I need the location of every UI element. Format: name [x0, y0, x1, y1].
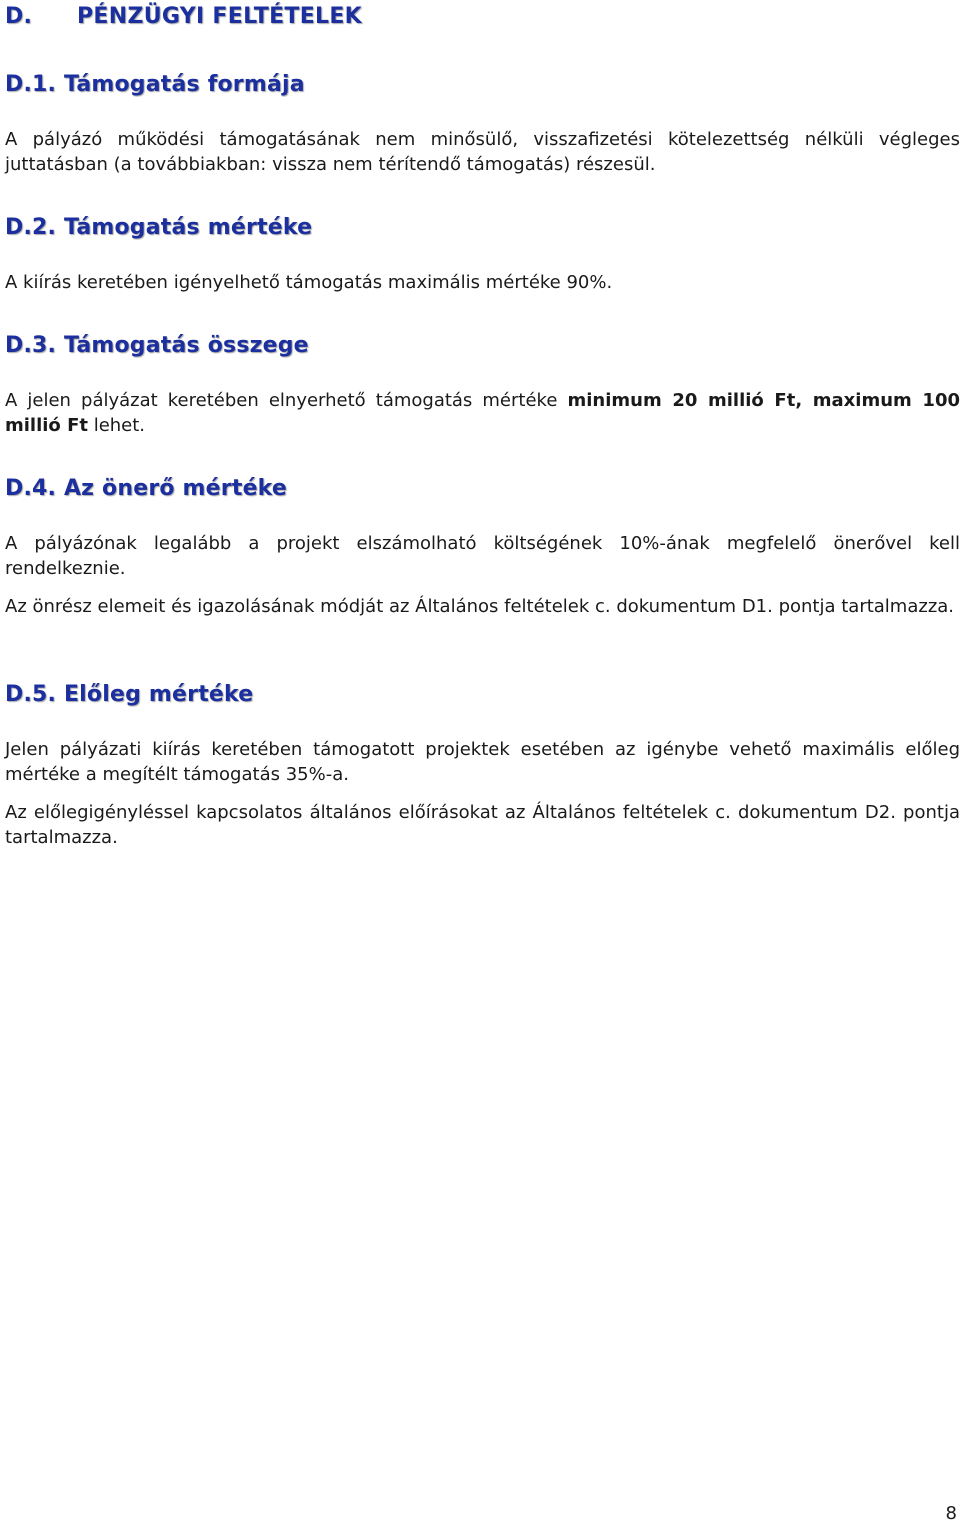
section-d5-paragraph-1: Jelen pályázati kiírás keretében támogatott projektek esetében az igénybe vehető maximális előleg mértéke a megítélt támogatás 35%-a. — [5, 739, 960, 785]
section-d4-paragraph-2: Az önrész elemeit és igazolásának módját az Általános feltételek c. dokumentum D1. pontja tartalmazza. — [5, 596, 955, 617]
page-number: 8 — [945, 1503, 957, 1524]
section-heading-d3: D.3. Támogatás összege — [5, 333, 309, 358]
section-d3-text-post: lehet. — [87, 415, 146, 436]
section-d3-text-pre: A jelen pályázat keretében elnyerhető támogatás mértéke — [5, 390, 568, 411]
section-d1-paragraph: A pályázó működési támogatásának nem minősülő, visszafizetési kötelezettség nélküli végleges juttatásban (a továbbiakban: vissza nem térítendő támogatás) részesül. — [5, 129, 960, 175]
section-heading-d5: D.5. Előleg mértéke — [5, 682, 254, 707]
section-heading-d1: D.1. Támogatás formája — [5, 72, 305, 97]
section-d3-paragraph — [5, 388, 960, 438]
section-d2-paragraph: A kiírás keretében igényelhető támogatás maximális mértéke 90%. — [5, 272, 613, 293]
section-heading-d4: D.4. Az önerő mértéke — [5, 476, 288, 501]
chapter-title-text: PÉNZÜGYI FELTÉTELEK — [77, 4, 363, 29]
chapter-title — [5, 4, 362, 29]
section-d3-amount-range: minimum 20 millió Ft, maximum 100 millió Ft — [5, 390, 960, 436]
chapter-number: D. — [5, 4, 33, 29]
section-heading-d2: D.2. Támogatás mértéke — [5, 215, 313, 240]
section-d4-paragraph-1: A pályázónak legalább a projekt elszámolható költségének 10%-ának megfelelő önerővel kell rendelkeznie. — [5, 533, 960, 579]
section-d5-paragraph-2: Az előlegigényléssel kapcsolatos általános előírásokat az Általános feltételek c. dokumentum D2. pontja tartalmazza. — [5, 802, 960, 848]
